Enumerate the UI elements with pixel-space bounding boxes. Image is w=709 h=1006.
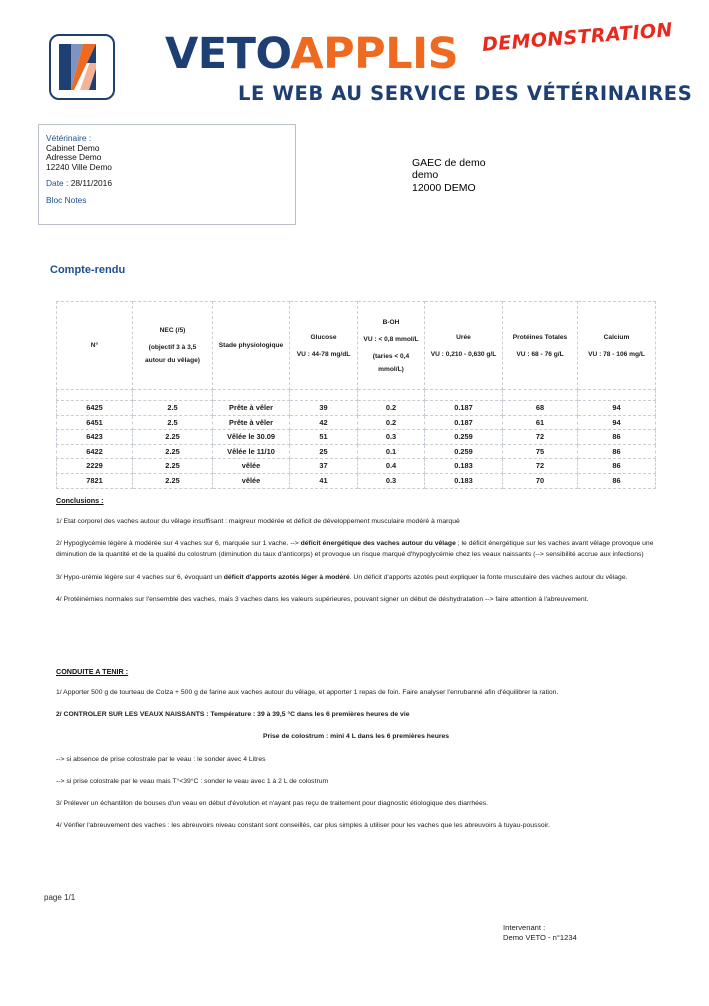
cell-stade: Vêlée le 11/10 <box>213 444 290 459</box>
client-city: 12000 DEMO <box>412 181 476 194</box>
cell-stade: Prête à vêler <box>213 401 290 416</box>
p3-part-a: 3/ Hypo-urémie légère sur 4 vaches sur 6, évoquant un <box>56 573 224 581</box>
brand-veto-text: VETO <box>165 29 291 79</box>
table-body <box>57 390 656 489</box>
spacer-cell <box>290 390 358 401</box>
column-header-stade <box>213 302 290 390</box>
cell-calcium: 86 <box>578 459 656 474</box>
cell-num: 6423 <box>57 430 133 445</box>
cell-nec: 2.25 <box>133 430 213 445</box>
table-row <box>57 444 656 459</box>
table-header <box>57 302 656 390</box>
cell-boh: 0.1 <box>358 444 425 459</box>
spacer-cell <box>57 390 133 401</box>
vet-date-line <box>46 179 295 189</box>
cell-boh: 0.2 <box>358 401 425 416</box>
cell-glucose: 42 <box>290 415 358 430</box>
vetoapplis-logo-icon <box>49 34 115 100</box>
brand-applis-text: APPLIS <box>290 29 459 79</box>
p3-part-b: déficit d'apports azotés léger à modéré <box>223 573 350 581</box>
cell-num: 6422 <box>57 444 133 459</box>
conduite-paragraph-5: --> si prise colostrale par le veau mais T°<39°C : sonder le veau avec 1 à 2 L de colostrum <box>56 777 329 785</box>
conclusions-paragraph-3 <box>56 572 656 583</box>
col-sub1: VU : < 0,8 mmol/L <box>363 335 419 343</box>
column-header-num <box>57 302 133 390</box>
col-title: Protéines Totales <box>512 333 568 341</box>
p2-part-a: 2/ Hypoglycémie légère à modérée sur 4 vaches sur 6, marquée sur 1 vache. --> <box>56 540 301 548</box>
column-header-uree <box>425 302 503 390</box>
table-spacer-row <box>57 390 656 401</box>
table-row <box>57 415 656 430</box>
vet-label: Vétérinaire : <box>46 133 92 143</box>
vet-name: Cabinet Demo <box>46 142 100 153</box>
cell-num: 6451 <box>57 415 133 430</box>
col-title: NEC (/5) <box>159 327 186 334</box>
cell-proteines: 72 <box>503 430 578 445</box>
cell-stade: vêlée <box>213 473 290 488</box>
cell-glucose: 37 <box>290 459 358 474</box>
conduite-paragraph-3: Prise de colostrum : mini 4 L dans les 6 premières heures <box>262 733 450 741</box>
intervenant-block <box>503 923 577 943</box>
demonstration-stamp: DEMONSTRATION <box>481 19 674 57</box>
spacer-cell <box>578 390 656 401</box>
logo-svg <box>56 41 108 93</box>
cell-calcium: 94 <box>578 415 656 430</box>
column-header-boh <box>358 302 425 390</box>
cell-boh: 0.3 <box>358 430 425 445</box>
p2-part-c: ; le déficit énergétique sur les vaches avant vêlage provoque une diminution de la quantité et de la qualité du colostrum (diminution du taux d'anticorps) et provoque un risque marqué d'hypoglycémie chez les veaux naissants (--> sensibilité accrue aux infections) <box>56 540 654 559</box>
conclusions-title: Conclusions : <box>56 496 104 505</box>
conclusions-section <box>56 496 656 616</box>
cell-boh: 0.2 <box>358 415 425 430</box>
bloc-notes-line <box>46 196 295 206</box>
col-sub1: (objectif 3 à 3,5 <box>148 344 197 351</box>
page-header <box>0 0 709 120</box>
cell-boh: 0.4 <box>358 459 425 474</box>
col-title: Urée <box>456 333 471 341</box>
cell-uree: 0.183 <box>425 459 503 474</box>
cell-uree: 0.259 <box>425 430 503 445</box>
cell-nec: 2.5 <box>133 401 213 416</box>
cell-glucose: 39 <box>290 401 358 416</box>
spacer-cell <box>213 390 290 401</box>
table-header-row <box>57 302 656 390</box>
cell-stade: vêlée <box>213 459 290 474</box>
spacer-cell <box>358 390 425 401</box>
cell-proteines: 68 <box>503 401 578 416</box>
brand-wordmark <box>165 19 693 120</box>
col-title: Stade physiologique <box>218 342 284 349</box>
column-header-nec <box>133 302 213 390</box>
cell-proteines: 72 <box>503 459 578 474</box>
cell-stade: Vêlée le 30.09 <box>213 430 290 445</box>
p3-part-c: . Un déficit d'apports azotés peut expliquer la fonte musculaire des vaches autour du vêlage. <box>349 573 628 581</box>
conduite-paragraph-2: 2/ CONTROLER SUR LES VEAUX NAISSANTS : Température : 39 à 39,5 °C dans les 6 premières heures de vie <box>56 711 410 719</box>
cell-calcium: 86 <box>578 444 656 459</box>
cell-uree: 0.183 <box>425 473 503 488</box>
table-row <box>57 401 656 416</box>
cell-stade: Prête à vêler <box>213 415 290 430</box>
conclusions-paragraph-2 <box>56 538 656 560</box>
logo-glyph <box>56 41 108 93</box>
col-sub1: VU : 44-78 mg/dL <box>296 350 351 358</box>
conduite-section <box>56 667 656 842</box>
cell-proteines: 70 <box>503 473 578 488</box>
date-label: Date : <box>46 178 69 189</box>
cell-num: 7821 <box>57 473 133 488</box>
client-address-block <box>412 157 486 194</box>
cell-boh: 0.3 <box>358 473 425 488</box>
table-row <box>57 430 656 445</box>
date-value: 28/11/2016 <box>70 178 112 189</box>
cell-glucose: 41 <box>290 473 358 488</box>
spacer-cell <box>425 390 503 401</box>
column-header-proteines <box>503 302 578 390</box>
vet-city: 12240 Ville Demo <box>46 161 112 172</box>
conclusions-paragraph-1: 1/ Etat corporel des vaches autour du vêlage insuffisant : maigreur modérée et déficit de développement musculaire modéré à marqué <box>56 518 460 525</box>
client-address: demo <box>412 169 439 182</box>
column-header-glucose <box>290 302 358 390</box>
intervenant-label: Intervenant : <box>503 923 546 932</box>
intervenant-value: Demo VETO - n°1234 <box>503 933 577 942</box>
cell-nec: 2.25 <box>133 459 213 474</box>
cell-nec: 2.25 <box>133 473 213 488</box>
conduite-paragraph-6: 3/ Prélever un échantillon de bouses d'un veau en début d'évolution et n'ayant pas reçu de traitement pour diagnostic étiologique des diarrhées. <box>56 800 489 808</box>
cell-calcium: 86 <box>578 430 656 445</box>
veterinarian-info-box <box>38 124 296 225</box>
page-number: page 1/1 <box>44 893 76 902</box>
conclusions-paragraph-4: 4/ Protéinémies normales sur l'ensemble des vaches, mais 3 vaches dans les valeurs supérieures, pouvant signer un début de déshydratation --> faire attention à l'abreuvement. <box>56 595 589 603</box>
brand-tagline: LE WEB AU SERVICE DES VÉTÉRINAIRES <box>238 82 693 105</box>
spacer-cell <box>503 390 578 401</box>
conduite-title: CONDUITE A TENIR : <box>56 667 129 676</box>
col-sub3: mmol/L) <box>378 365 404 373</box>
cell-proteines: 75 <box>503 444 578 459</box>
cell-nec: 2.25 <box>133 444 213 459</box>
client-name: GAEC de demo <box>412 157 486 169</box>
p2-part-b: déficit énergétique des vaches autour du vêlage <box>300 540 456 548</box>
vet-address: Adresse Demo <box>46 152 102 163</box>
cell-nec: 2.5 <box>133 415 213 430</box>
cell-num: 2229 <box>57 459 133 474</box>
conduite-paragraph-1: 1/ Apporter 500 g de tourteau de Colza + 500 g de farine aux vaches autour du vêlage, et apporter 1 repas de foin. Faire analyser l'enrubanné afin d'équilibrer la ration. <box>56 689 559 696</box>
cell-num: 6425 <box>57 401 133 416</box>
conduite-paragraph-4: --> si absence de prise colostrale par le veau : le sonder avec 4 Litres <box>56 755 266 763</box>
col-sub2: (taries < 0,4 <box>372 352 410 360</box>
col-title: B-OH <box>382 318 400 326</box>
cell-uree: 0.187 <box>425 401 503 416</box>
cell-glucose: 25 <box>290 444 358 459</box>
col-sub2: autour du vêlage) <box>145 357 200 364</box>
column-header-calcium <box>578 302 656 390</box>
col-title: Glucose <box>310 333 337 341</box>
col-sub1: VU : 0,210 - 0,630 g/L <box>430 350 497 358</box>
conduite-paragraph-7: 4/ Vérifier l'abreuvement des vaches : les abreuvoirs niveau constant sont conseillés, car plus simples à utiliser pour les vaches que les abreuvoirs à tuyau-poussoir. <box>56 822 550 830</box>
spacer-cell <box>133 390 213 401</box>
table-row <box>57 459 656 474</box>
cell-uree: 0.259 <box>425 444 503 459</box>
cell-proteines: 61 <box>503 415 578 430</box>
page-title: Compte-rendu <box>50 264 126 276</box>
table-row <box>57 473 656 488</box>
cell-calcium: 94 <box>578 401 656 416</box>
cell-uree: 0.187 <box>425 415 503 430</box>
cell-glucose: 51 <box>290 430 358 445</box>
col-title: N° <box>90 342 99 349</box>
col-title: Calcium <box>603 333 630 341</box>
col-sub1: VU : 78 - 106 mg/L <box>588 350 645 358</box>
bloc-notes-label: Bloc Notes <box>46 194 87 205</box>
cell-calcium: 86 <box>578 473 656 488</box>
results-table <box>56 301 656 489</box>
col-sub1: VU : 68 - 76 g/L <box>516 350 564 358</box>
